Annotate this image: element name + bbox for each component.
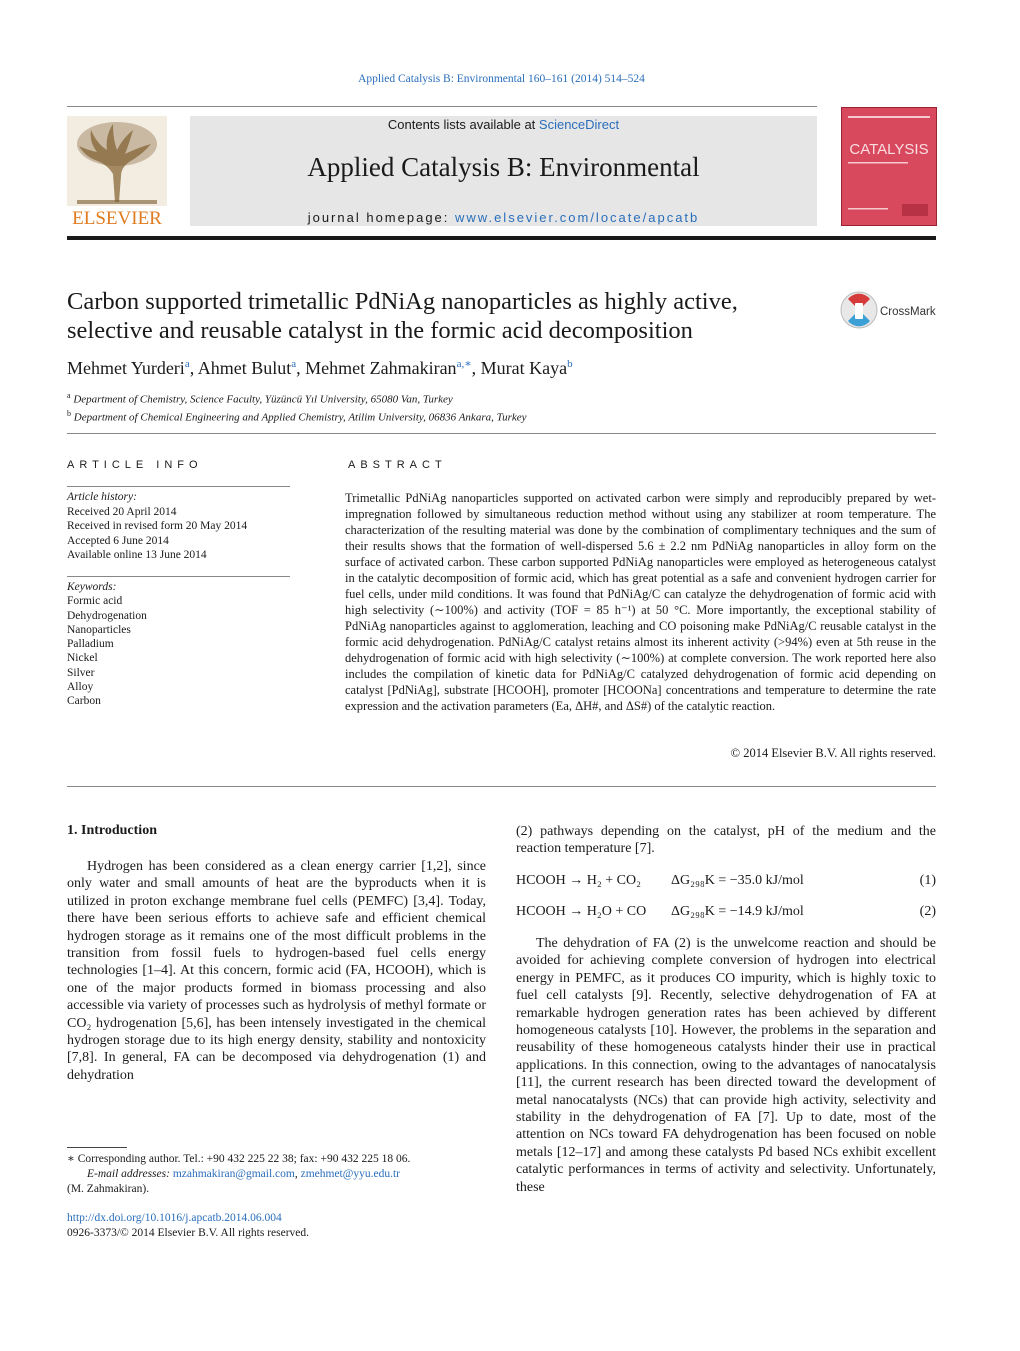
abstract-heading: ABSTRACT [348,459,447,471]
article-info-heading: ARTICLE INFO [67,459,203,471]
journal-citation[interactable]: Applied Catalysis B: Environmental 160–161 (2014) 514–524 [358,73,645,85]
publisher-wordmark: ELSEVIER [72,208,162,228]
keyword: Alloy [67,681,94,694]
crossmark-badge[interactable] [840,291,940,331]
author-name[interactable]: Murat Kaya [480,358,568,378]
equation-reaction: HCOOH → H₂ + CO₂ [516,873,641,888]
contents-line [190,117,817,132]
keywords-label: Keywords: [67,581,117,593]
keyword: Formic acid [67,595,123,608]
keyword: Nickel [67,652,98,665]
corresponding-author-footnote [67,1152,410,1197]
email-label: E-mail addresses: [87,1168,173,1180]
author-affil-mark[interactable]: a [184,358,190,370]
sciencedirect-link[interactable]: ScienceDirect [538,117,620,132]
homepage-line [190,210,817,225]
elsevier-tree-icon [67,116,167,228]
footnote-name: (M. Zahmakiran). [67,1183,150,1195]
email-link[interactable]: mzahmakiran@gmail.com [172,1168,295,1180]
keyword: Silver [67,666,95,679]
keyword-list [67,580,147,709]
affiliation-list [67,389,527,424]
divider [67,486,290,487]
header-thick-divider [67,236,936,240]
article-history [67,490,247,563]
footnote-contact: ∗ Corresponding author. Tel.: +90 432 225 22 38; fax: +90 432 225 18 06. [67,1153,411,1165]
cover-art-icon [842,108,936,225]
affiliation [67,407,527,425]
doi-link[interactable]: http://dx.doi.org/10.1016/j.apcatb.2014.06.004 [67,1212,282,1224]
equation-number: (1) [919,873,936,888]
crossmark-icon [840,291,940,331]
intro-paragraph-continued: (2) pathways depending on the catalyst, pH of the medium and the reaction temperature [7]. [516,824,936,857]
equation-number: (2) [919,904,936,919]
equation-gibbs: ΔG₂₉₈K = −35.0 kJ/mol [671,873,804,888]
author-affil-mark[interactable]: a,∗ [456,358,472,370]
history-item: Accepted 6 June 2014 [67,534,169,547]
equation-gibbs: ΔG₂₉₈K = −14.9 kJ/mol [671,904,804,919]
author-name[interactable]: Mehmet Zahmakiran [305,358,457,378]
journal-cover-image [841,107,937,226]
contents-prefix: Contents lists available at [387,117,539,132]
elsevier-logo [67,116,167,228]
divider [67,576,290,577]
author-name[interactable]: Mehmet Yurderi [67,358,185,378]
crossmark-label: CrossMark [880,306,936,318]
abstract-copyright: © 2014 Elsevier B.V. All rights reserved. [730,746,936,760]
homepage-link[interactable]: www.elsevier.com/locate/apcatb [455,210,700,225]
keyword: Nanoparticles [67,623,131,636]
affiliation-text: Department of Chemical Engineering and Applied Chemistry, Atilim University, 06836 Ankara, Turkey [73,411,527,424]
footnote-divider [67,1147,127,1148]
history-label: Article history: [67,491,137,503]
equation-reaction: HCOOH → H₂O + CO [516,904,647,919]
divider [67,433,936,434]
keyword: Carbon [67,695,101,708]
author-affil-mark[interactable]: a [291,358,297,370]
email-link[interactable]: zmehmet@yyu.edu.tr [300,1168,400,1180]
history-item: Received 20 April 2014 [67,505,177,518]
issn-line: 0926-3373/© 2014 Elsevier B.V. All rights reserved. [67,1227,310,1239]
history-item: Received in revised form 20 May 2014 [67,520,248,533]
author-affil-mark[interactable]: b [567,358,573,370]
keyword: Palladium [67,638,114,651]
intro-paragraph: Hydrogen has been considered as a clean energy carrier [1,2], since only water and small amounts of heat are the byproducts when it is utilized in proton exchange membrane fuel cells (PEMFC) [3,4]. Today, there have been serious efforts to achieve safe and efficient chemical hydrogen storage as it remains one of the most difficult problems in the transition from fossil fuels to hydrogen-based fuel cells energy technologies [1–4]. At this concern, formic acid (FA, HCOOH), which is one of the major products formed in biomass processing and also accessible via variety of processes such as hydrolysis of methyl formate or CO₂ hydrogenation [5,6], has been intensely investigated in the chemical hydrogen storage due to its high energy density, stability and nontoxicity [7,8]. In general, FA can be decomposed via dehydrogenation (1) and dehydration [67,859,486,1083]
divider [67,786,936,787]
cover-title: CATALYSIS [849,141,929,158]
article-title: Carbon supported trimetallic PdNiAg nanoparticles as highly active, selective and reusable catalyst in the formic acid decomposition [67,288,738,344]
footnote-emails: E-mail addresses: mzahmakiran@gmail.com, zmehmet@yyu.edu.tr [87,1168,400,1180]
journal-title: Applied Catalysis B: Environmental [307,152,700,182]
section-heading: 1. Introduction [67,823,157,838]
homepage-prefix: journal homepage: [307,210,456,225]
affiliation-mark: b [67,408,71,418]
history-item: Available online 13 June 2014 [67,549,207,562]
affiliation-mark: a [67,391,71,400]
keyword: Dehydrogenation [67,609,147,622]
author-name[interactable]: Ahmet Bulut [197,358,292,378]
affiliation [67,389,527,407]
abstract-text: Trimetallic PdNiAg nanoparticles supported on activated carbon were simply and reproducibly prepared by wet-impregnation followed by simultaneous reduction method without using any stabilizer at room temperature. The characterization of the resulting material was done by the combination of complimentary techniques and the sum of their results shows that the formation of well-dispersed 5.6 ± 2.2 nm PdNiAg nanoparticles in alloy form on the surface of activated carbon. These carbon supported PdNiAg nanoparticles were employed as heterogeneous catalyst in the catalytic decomposition of formic acid, which has great potential as a safe and convenient hydrogen carrier for fuel cells, under mild conditions. It was found that PdNiAg/C can catalyze the dehydrogenation of formic acid with high selectivity (∼100%) and activity (TOF = 85 h⁻¹) at 50 °C. More importantly, the exceptional stability of PdNiAg nanoparticles against to agglomeration, leaching and CO poisoning make PdNiAg/C reusable catalyst in the formic acid dehydrogenation. PdNiAg/C catalyst retains almost its inherent activity (>94%) even at 5th reuse in the dehydrogenation of formic acid with high selectivity (∼100%) at complete conversion. The work reported here also includes the compilation of kinetic data for PdNiAg/C catalyzed dehydrogenation of formic acid depending on catalyst [PdNiAg], substrate [HCOOH], promoter [HCOONa] concentrations and temperature to determine the rate expression and the activation parameters (Ea, ΔH#, and ΔS#) of the catalytic reaction. [345,491,936,713]
affiliation-text: Department of Chemistry, Science Faculty, Yüzüncü Yıl University, 65080 Van, Turkey [73,393,453,406]
author-list: Mehmet Yurderi$^a$, Ahmet Bulut$^a$, Mehmet Zahmakiran$^{a,∗}$, Murat Kaya$^b$ [67,358,573,378]
top-divider [67,106,817,107]
doi-block [67,1211,309,1241]
intro-paragraph: The dehydration of FA (2) is the unwelcome reaction and should be avoided for achieving complete conversion of hydrogen into electrical energy in PEMFC, as it produces CO impurity, which is highly toxic to fuel cell catalysts [9]. Recently, selective dehydrogenation of FA at remarkable hydrogen generation rates has been achieved by different homogeneous catalysts [10]. However, the problems in the separation and reusability of these homogeneous catalysts hinder their use in practical applications. In this connection, owing to the advantages of nanocatalysis [11], the current research has been directed toward the development of metal nanocatalysts (NCs) that can provide high activity, selectivity and stability in the dehydrogenation of FA [7]. Up to date, most of the attention on NCs toward FA dehydrogenation has been focused on noble metals [12–17] and among these catalysts Pd based NCs exhibit excellent catalytic performances in terms of activity and selectivity. Unfortunately, these [516,936,936,1195]
